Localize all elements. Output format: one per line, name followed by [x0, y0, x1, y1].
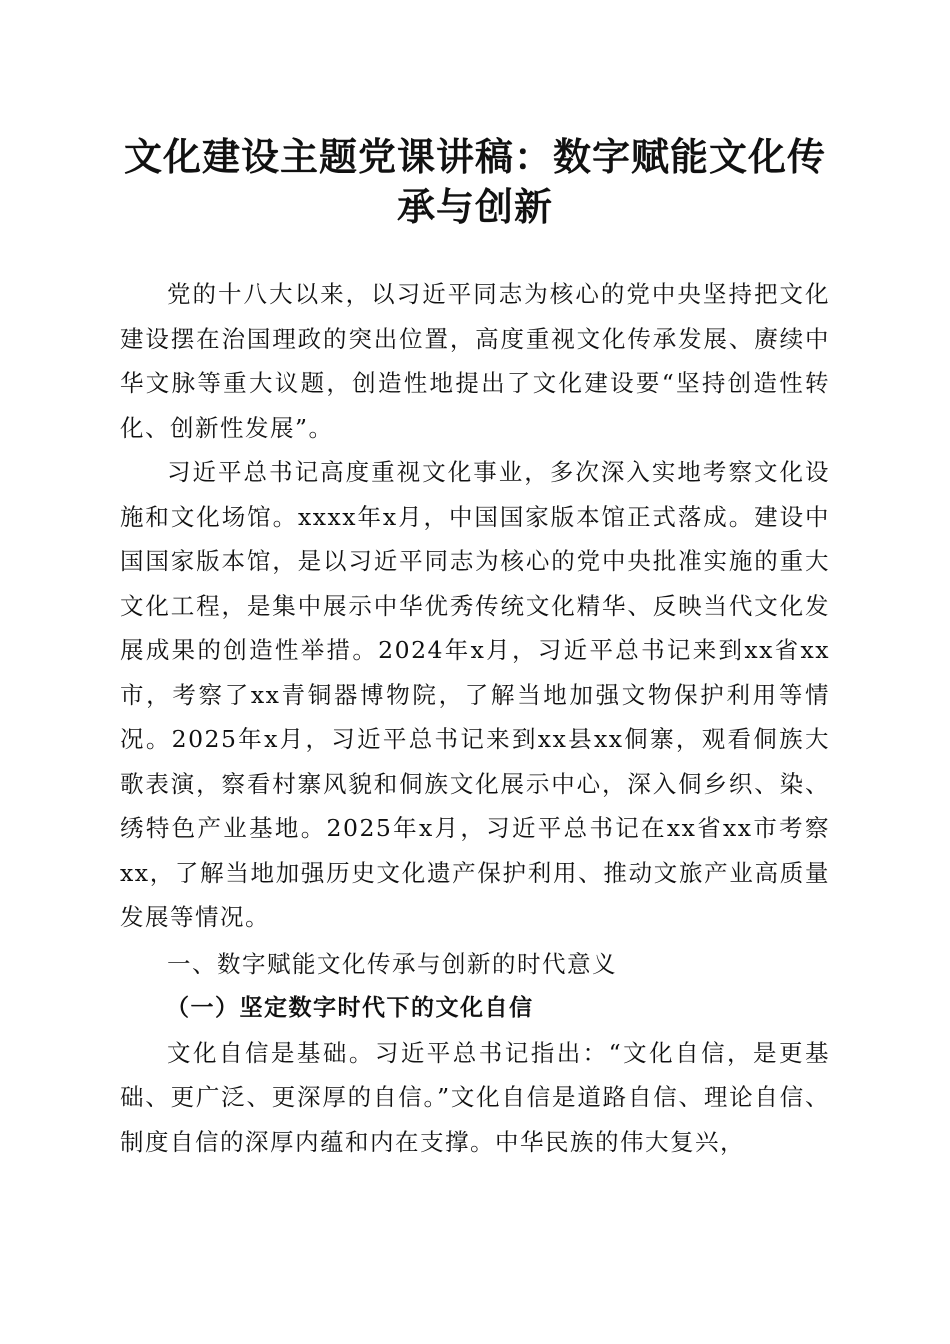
paragraph-intro: 党的十八大以来，以习近平同志为核心的党中央坚持把文化建设摆在治国理政的突出位置，高度重视文化传承发展、赓续中华文脉等重大议题，创造性地提出了文化建设要“坚持创造性转化、创新性发展”。 — [120, 280, 830, 442]
paragraph-cultural-confidence: 文化自信是基础。习近平总书记指出：“文化自信，是更基础、更广泛、更深厚的自信。”文化自信是道路自信、理论自信、制度自信的深厚内蕴和内在支撑。中华民族的伟大复兴， — [120, 1038, 830, 1156]
paragraph-inspections: 习近平总书记高度重视文化事业，多次深入实地考察文化设施和文化场馆。xxxx年x月，中国国家版本馆正式落成。建设中国国家版本馆，是以习近平同志为核心的党中央批准实施的重大文化工程，是集中展示中华优秀传统文化精华、反映当代文化发展成果的创造性举措。2024年x月，习近平总书记来到xx省xx市，考察了xx青铜器博物院，了解当地加强文物保护利用等情况。2025年x月，习近平总书记来到xx县xx侗寨，观看侗族大歌表演，察看村寨风貌和侗族文化展示中心，深入侗乡织、染、绣特色产业基地。2025年x月，习近平总书记在xx省xx市考察xx，了解当地加强历史文化遗产保护利用、推动文旅产业高质量发展等情况。 — [120, 458, 830, 931]
subsection-heading: （一）坚定数字时代下的文化自信 — [166, 994, 534, 1021]
section-heading: 一、数字赋能文化传承与创新的时代意义 — [167, 949, 617, 978]
document-title: 文化建设主题党课讲稿：数字赋能文化传承与创新 — [123, 134, 826, 229]
document-body — [120, 272, 830, 1164]
